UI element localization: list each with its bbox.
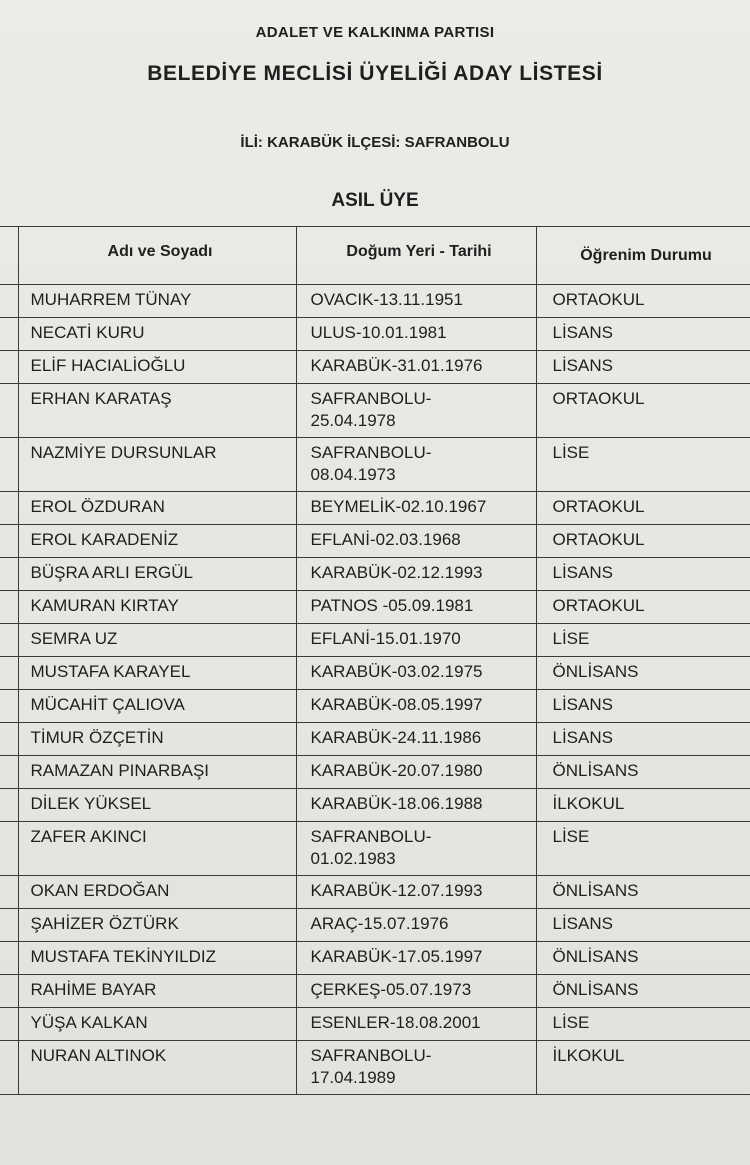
birth-line: EFLANİ-15.01.1970 <box>310 629 461 648</box>
birth-place-date <box>296 657 536 690</box>
party-name: ADALET VE KALKINMA PARTISI <box>255 24 495 41</box>
education-level: ORTAOKUL <box>536 525 750 558</box>
birth-line: KARABÜK-12.07.1993 <box>310 881 483 900</box>
row-index-cell <box>0 942 18 975</box>
section-title: ASIL ÜYE <box>331 190 419 211</box>
birth-line: SAFRANBOLU- <box>310 1046 432 1065</box>
education-level: LİSANS <box>536 558 750 591</box>
birth-place-date <box>296 822 536 876</box>
birth-place-date <box>296 1041 536 1095</box>
table-row <box>0 657 750 690</box>
candidate-name: MUHARREM TÜNAY <box>18 285 296 318</box>
candidate-name: EROL ÖZDURAN <box>18 492 296 525</box>
candidate-name: NURAN ALTINOK <box>18 1041 296 1095</box>
education-level: ORTAOKUL <box>536 591 750 624</box>
table-row <box>0 492 750 525</box>
candidate-name: NECATİ KURU <box>18 318 296 351</box>
row-index-cell <box>0 657 18 690</box>
candidate-name: KAMURAN KIRTAY <box>18 591 296 624</box>
birth-place-date <box>296 975 536 1008</box>
birth-line: KARABÜK-03.02.1975 <box>310 662 483 681</box>
birth-place-date <box>296 492 536 525</box>
table-header-row <box>0 227 750 285</box>
birth-line: SAFRANBOLU- <box>310 389 432 408</box>
birth-line: 08.04.1973 <box>310 465 396 484</box>
birth-line: SAFRANBOLU- <box>310 827 432 846</box>
birth-place-date <box>296 690 536 723</box>
birth-line: 25.04.1978 <box>310 411 396 430</box>
table-row <box>0 318 750 351</box>
table-row <box>0 1041 750 1095</box>
table-row <box>0 351 750 384</box>
candidate-name: ŞAHİZER ÖZTÜRK <box>18 909 296 942</box>
education-level: İLKOKUL <box>536 789 750 822</box>
candidate-name: DİLEK YÜKSEL <box>18 789 296 822</box>
education-level: ORTAOKUL <box>536 384 750 438</box>
birth-line: 17.04.1989 <box>310 1068 396 1087</box>
row-index-cell <box>0 351 18 384</box>
candidate-name: RAMAZAN PINARBAŞI <box>18 756 296 789</box>
birth-place-date <box>296 876 536 909</box>
birth-place-date <box>296 1008 536 1041</box>
candidate-name: RAHİME BAYAR <box>18 975 296 1008</box>
birth-line: BEYMELİK-02.10.1967 <box>310 497 487 516</box>
candidate-name: OKAN ERDOĞAN <box>18 876 296 909</box>
birth-line: KARABÜK-08.05.1997 <box>310 695 483 714</box>
candidate-name: MUSTAFA KARAYEL <box>18 657 296 690</box>
birth-place-date <box>296 789 536 822</box>
birth-place-date <box>296 756 536 789</box>
birth-line: KARABÜK-17.05.1997 <box>310 947 483 966</box>
candidate-name: YÜŞA KALKAN <box>18 1008 296 1041</box>
row-index-cell <box>0 384 18 438</box>
education-level: ÖNLİSANS <box>536 756 750 789</box>
row-index-cell <box>0 591 18 624</box>
table-row <box>0 975 750 1008</box>
table-row <box>0 909 750 942</box>
candidate-name: ZAFER AKINCI <box>18 822 296 876</box>
birth-place-date <box>296 723 536 756</box>
education-level: ORTAOKUL <box>536 492 750 525</box>
row-index-cell <box>0 723 18 756</box>
table-row <box>0 624 750 657</box>
table-row <box>0 789 750 822</box>
table-row <box>0 525 750 558</box>
column-header-education: Öğrenim Durumu <box>536 227 750 285</box>
row-index-cell <box>0 1041 18 1095</box>
education-level: LİSANS <box>536 318 750 351</box>
column-header-name: Adı ve Soyadı <box>18 227 296 285</box>
row-index-cell <box>0 624 18 657</box>
table-row <box>0 822 750 876</box>
candidate-name: MUSTAFA TEKİNYILDIZ <box>18 942 296 975</box>
birth-line: KARABÜK-02.12.1993 <box>310 563 483 582</box>
birth-line: KARABÜK-20.07.1980 <box>310 761 483 780</box>
table-row <box>0 591 750 624</box>
row-index-cell <box>0 756 18 789</box>
education-level: LİSE <box>536 624 750 657</box>
education-level: ÖNLİSANS <box>536 942 750 975</box>
row-index-cell <box>0 285 18 318</box>
table-row <box>0 756 750 789</box>
location-line: İLİ: KARABÜK İLÇESİ: SAFRANBOLU <box>240 134 510 151</box>
table-row <box>0 438 750 492</box>
birth-place-date <box>296 942 536 975</box>
education-level: ÖNLİSANS <box>536 657 750 690</box>
birth-place-date <box>296 438 536 492</box>
candidate-name: SEMRA UZ <box>18 624 296 657</box>
education-level: ÖNLİSANS <box>536 975 750 1008</box>
table-row <box>0 723 750 756</box>
candidate-name: NAZMİYE DURSUNLAR <box>18 438 296 492</box>
row-index-cell <box>0 876 18 909</box>
row-index-cell <box>0 822 18 876</box>
education-level: LİSANS <box>536 690 750 723</box>
birth-place-date <box>296 525 536 558</box>
row-index-cell <box>0 690 18 723</box>
table-row <box>0 942 750 975</box>
table-row <box>0 558 750 591</box>
birth-line: PATNOS -05.09.1981 <box>310 596 474 615</box>
row-index-cell <box>0 492 18 525</box>
birth-line: ESENLER-18.08.2001 <box>310 1013 481 1032</box>
index-header <box>0 227 18 285</box>
birth-place-date <box>296 558 536 591</box>
row-index-cell <box>0 318 18 351</box>
table-row <box>0 876 750 909</box>
row-index-cell <box>0 909 18 942</box>
row-index-cell <box>0 1008 18 1041</box>
birth-place-date <box>296 285 536 318</box>
birth-place-date <box>296 384 536 438</box>
birth-line: ÇERKEŞ-05.07.1973 <box>310 980 472 999</box>
row-index-cell <box>0 525 18 558</box>
candidate-table <box>0 226 750 1095</box>
education-level: ÖNLİSANS <box>536 876 750 909</box>
row-index-cell <box>0 789 18 822</box>
row-index-cell <box>0 975 18 1008</box>
document-title: BELEDİYE MECLİSİ ÜYELİĞİ ADAY LİSTESİ <box>147 62 603 85</box>
candidate-name: ERHAN KARATAŞ <box>18 384 296 438</box>
birth-place-date <box>296 351 536 384</box>
column-header-birth: Doğum Yeri - Tarihi <box>296 227 536 285</box>
birth-line: KARABÜK-18.06.1988 <box>310 794 483 813</box>
row-index-cell <box>0 438 18 492</box>
education-level: LİSE <box>536 438 750 492</box>
education-level: LİSE <box>536 822 750 876</box>
candidate-name: EROL KARADENİZ <box>18 525 296 558</box>
birth-place-date <box>296 318 536 351</box>
education-level: LİSANS <box>536 723 750 756</box>
birth-line: SAFRANBOLU- <box>310 443 432 462</box>
birth-line: OVACIK-13.11.1951 <box>310 290 463 309</box>
candidate-name: MÜCAHİT ÇALIOVA <box>18 690 296 723</box>
birth-line: EFLANİ-02.03.1968 <box>310 530 461 549</box>
education-level: ORTAOKUL <box>536 285 750 318</box>
birth-line: ULUS-10.01.1981 <box>310 323 447 342</box>
candidate-name: BÜŞRA ARLI ERGÜL <box>18 558 296 591</box>
education-level: İLKOKUL <box>536 1041 750 1095</box>
birth-line: KARABÜK-24.11.1986 <box>310 728 482 747</box>
table-row <box>0 1008 750 1041</box>
candidate-name: TİMUR ÖZÇETİN <box>18 723 296 756</box>
birth-place-date <box>296 909 536 942</box>
education-level: LİSE <box>536 1008 750 1041</box>
birth-line: ARAÇ-15.07.1976 <box>310 914 449 933</box>
education-level: LİSANS <box>536 909 750 942</box>
row-index-cell <box>0 558 18 591</box>
education-level: LİSANS <box>536 351 750 384</box>
table-row <box>0 384 750 438</box>
table-row <box>0 690 750 723</box>
birth-place-date <box>296 591 536 624</box>
birth-place-date <box>296 624 536 657</box>
birth-line: 01.02.1983 <box>310 849 396 868</box>
table-row <box>0 285 750 318</box>
candidate-name: ELİF HACIALİOĞLU <box>18 351 296 384</box>
birth-line: KARABÜK-31.01.1976 <box>310 356 483 375</box>
